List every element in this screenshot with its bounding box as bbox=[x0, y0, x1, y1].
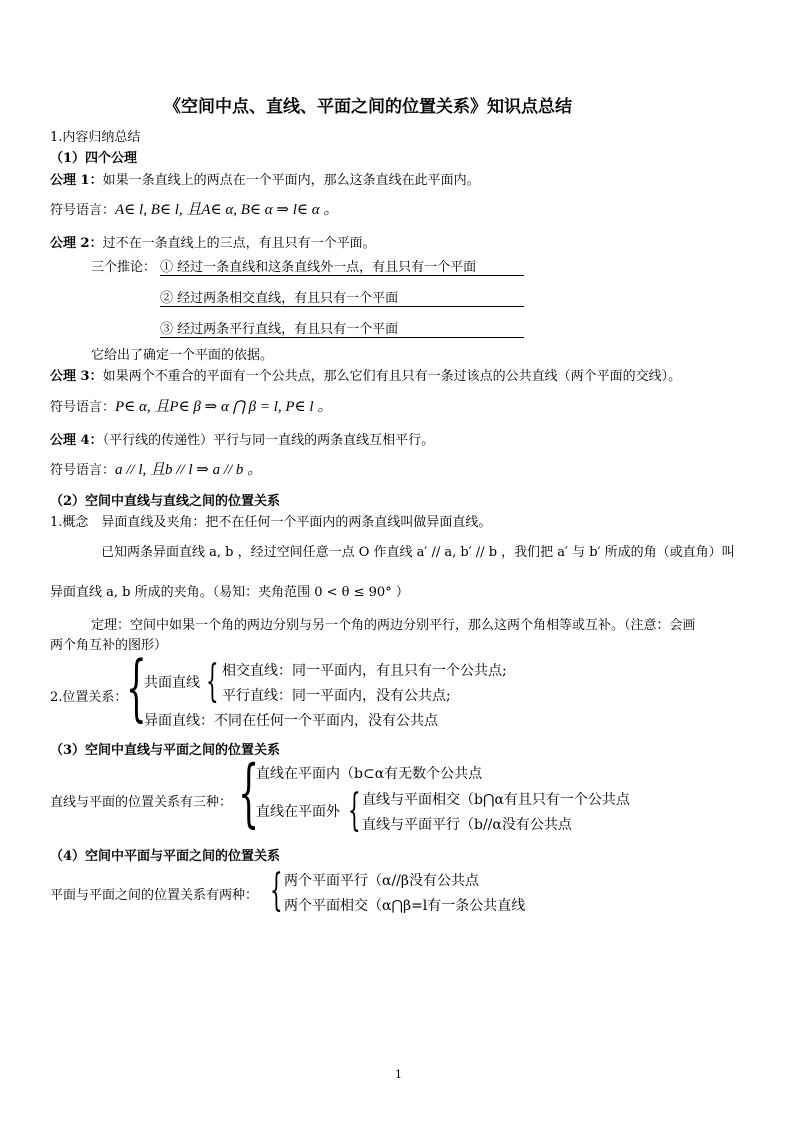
coplanar-lines: 共面直线 bbox=[144, 675, 200, 691]
subsection-heading: （3）空间中直线与平面之间的位置关系 bbox=[50, 743, 281, 758]
plane-plane-label: 平面与平面之间的位置关系有两种： bbox=[50, 888, 259, 903]
concept-line: 1.概念 异面直线及夹角：把不在任何一个平面内的两条直线叫做异面直线。 bbox=[50, 515, 492, 530]
brace: { bbox=[270, 865, 283, 916]
page-number: 1 bbox=[395, 1068, 402, 1081]
parallel-lines: 平行直线：同一平面内，没有公共点; bbox=[222, 688, 451, 704]
brace: { bbox=[348, 785, 361, 836]
axiom-2 bbox=[50, 232, 376, 251]
axiom-3-symbolic bbox=[50, 395, 332, 416]
subsection-heading: （1）四个公理 bbox=[50, 151, 138, 166]
page-title: 《空间中点、直线、平面之间的位置关系》知识点总结 bbox=[164, 97, 572, 117]
axiom-3-formula: P∈ α, 且P∈ β ⇒ α ⋂ β = l, P∈ l 。 bbox=[115, 399, 333, 415]
corollary-1-text: ① 经过一条直线和这条直线外一点，有且只有一个平面 bbox=[160, 256, 524, 276]
line-outside-plane: 直线在平面外 bbox=[256, 804, 340, 820]
axiom-2-note: 它给出了确定一个平面的依据。 bbox=[91, 348, 274, 363]
axiom-4-label: 公理 4： bbox=[50, 433, 103, 448]
axiom-1-label: 公理 1： bbox=[50, 173, 103, 188]
brace: { bbox=[206, 656, 219, 707]
axiom-3-text: 如果两个不重合的平面有一个公共点，那么它们有且只有一条过该点的公共直线（两个平面的交线）。 bbox=[102, 369, 682, 384]
axiom-2-label: 公理 2： bbox=[50, 236, 103, 251]
axiom-3 bbox=[50, 365, 681, 384]
axiom-4-formula: a // l, 且b // l ⇒ a // b 。 bbox=[115, 462, 263, 478]
line-in-plane: 直线在平面内（b⊂α有无数个公共点 bbox=[256, 766, 483, 782]
axiom-2-text: 过不在一条直线上的三点，有且只有一个平面。 bbox=[102, 236, 376, 251]
position-label: 2.位置关系： bbox=[50, 690, 128, 705]
corollary-3-text: ③ 经过两条平行直线，有且只有一个平面 bbox=[160, 318, 524, 338]
corollary-label: 三个推论： bbox=[91, 260, 157, 275]
corollary-2-text: ② 经过两条相交直线，有且只有一个平面 bbox=[160, 287, 524, 307]
corollary-3 bbox=[160, 318, 524, 338]
corollary-2 bbox=[160, 287, 524, 307]
axiom-1-formula: A∈ l, B∈ l, 且A∈ α, B∈ α ⇒ l∈ α 。 bbox=[115, 202, 339, 218]
angle-definition-line-2: 异面直线 a, b 所成的夹角。（易知：夹角范围 0 < θ ≤ 90° ） bbox=[50, 585, 409, 600]
line-intersects-plane: 直线与平面相交（b⋂α有且只有一个公共点 bbox=[362, 792, 630, 808]
subsection-heading: （2）空间中直线与直线之间的位置关系 bbox=[50, 494, 281, 509]
symbolic-label: 符号语言： bbox=[50, 463, 116, 478]
axiom-3-label: 公理 3： bbox=[50, 369, 103, 384]
axiom-4-text: （平行线的传递性）平行与同一直线的两条直线互相平行。 bbox=[102, 433, 435, 448]
theorem-line-2: 两个角互补的图形） bbox=[50, 638, 168, 653]
corollary-1 bbox=[160, 256, 524, 276]
axiom-4-symbolic bbox=[50, 458, 262, 479]
planes-parallel: 两个平面平行（α//β没有公共点 bbox=[284, 873, 479, 889]
intersecting-lines: 相交直线：同一平面内，有且只有一个公共点; bbox=[222, 663, 507, 679]
theorem-line-1: 定理：空间中如果一个角的两边分别与另一个角的两边分别平行，那么这两个角相等或互补。（注意：会画 bbox=[91, 618, 696, 633]
planes-intersect: 两个平面相交（α⋂β=l有一条公共直线 bbox=[284, 898, 526, 914]
line-plane-label: 直线与平面的位置关系有三种： bbox=[50, 795, 233, 810]
axiom-1 bbox=[50, 169, 480, 188]
symbolic-label: 符号语言： bbox=[50, 203, 116, 218]
line-parallel-plane: 直线与平面平行（b//α没有公共点 bbox=[362, 817, 572, 833]
brace: { bbox=[238, 750, 260, 836]
symbolic-label: 符号语言： bbox=[50, 400, 116, 415]
section-heading: 1.内容归纳总结 bbox=[50, 130, 141, 145]
axiom-1-symbolic bbox=[50, 198, 338, 219]
angle-definition-line-1: 已知两条异面直线 a, b ，经过空间任意一点 O 作直线 a′ // a, b′ // b ，我们把 a′ 与 b′ 所成的角（或直角）叫 bbox=[101, 545, 735, 560]
axiom-1-text: 如果一条直线上的两点在一个平面内，那么这条直线在此平面内。 bbox=[102, 173, 480, 188]
axiom-4 bbox=[50, 429, 434, 448]
brace: { bbox=[126, 645, 147, 729]
subsection-heading: （4）空间中平面与平面之间的位置关系 bbox=[50, 849, 281, 864]
skew-lines: 异面直线：不同在任何一个平面内，没有公共点 bbox=[144, 713, 438, 729]
